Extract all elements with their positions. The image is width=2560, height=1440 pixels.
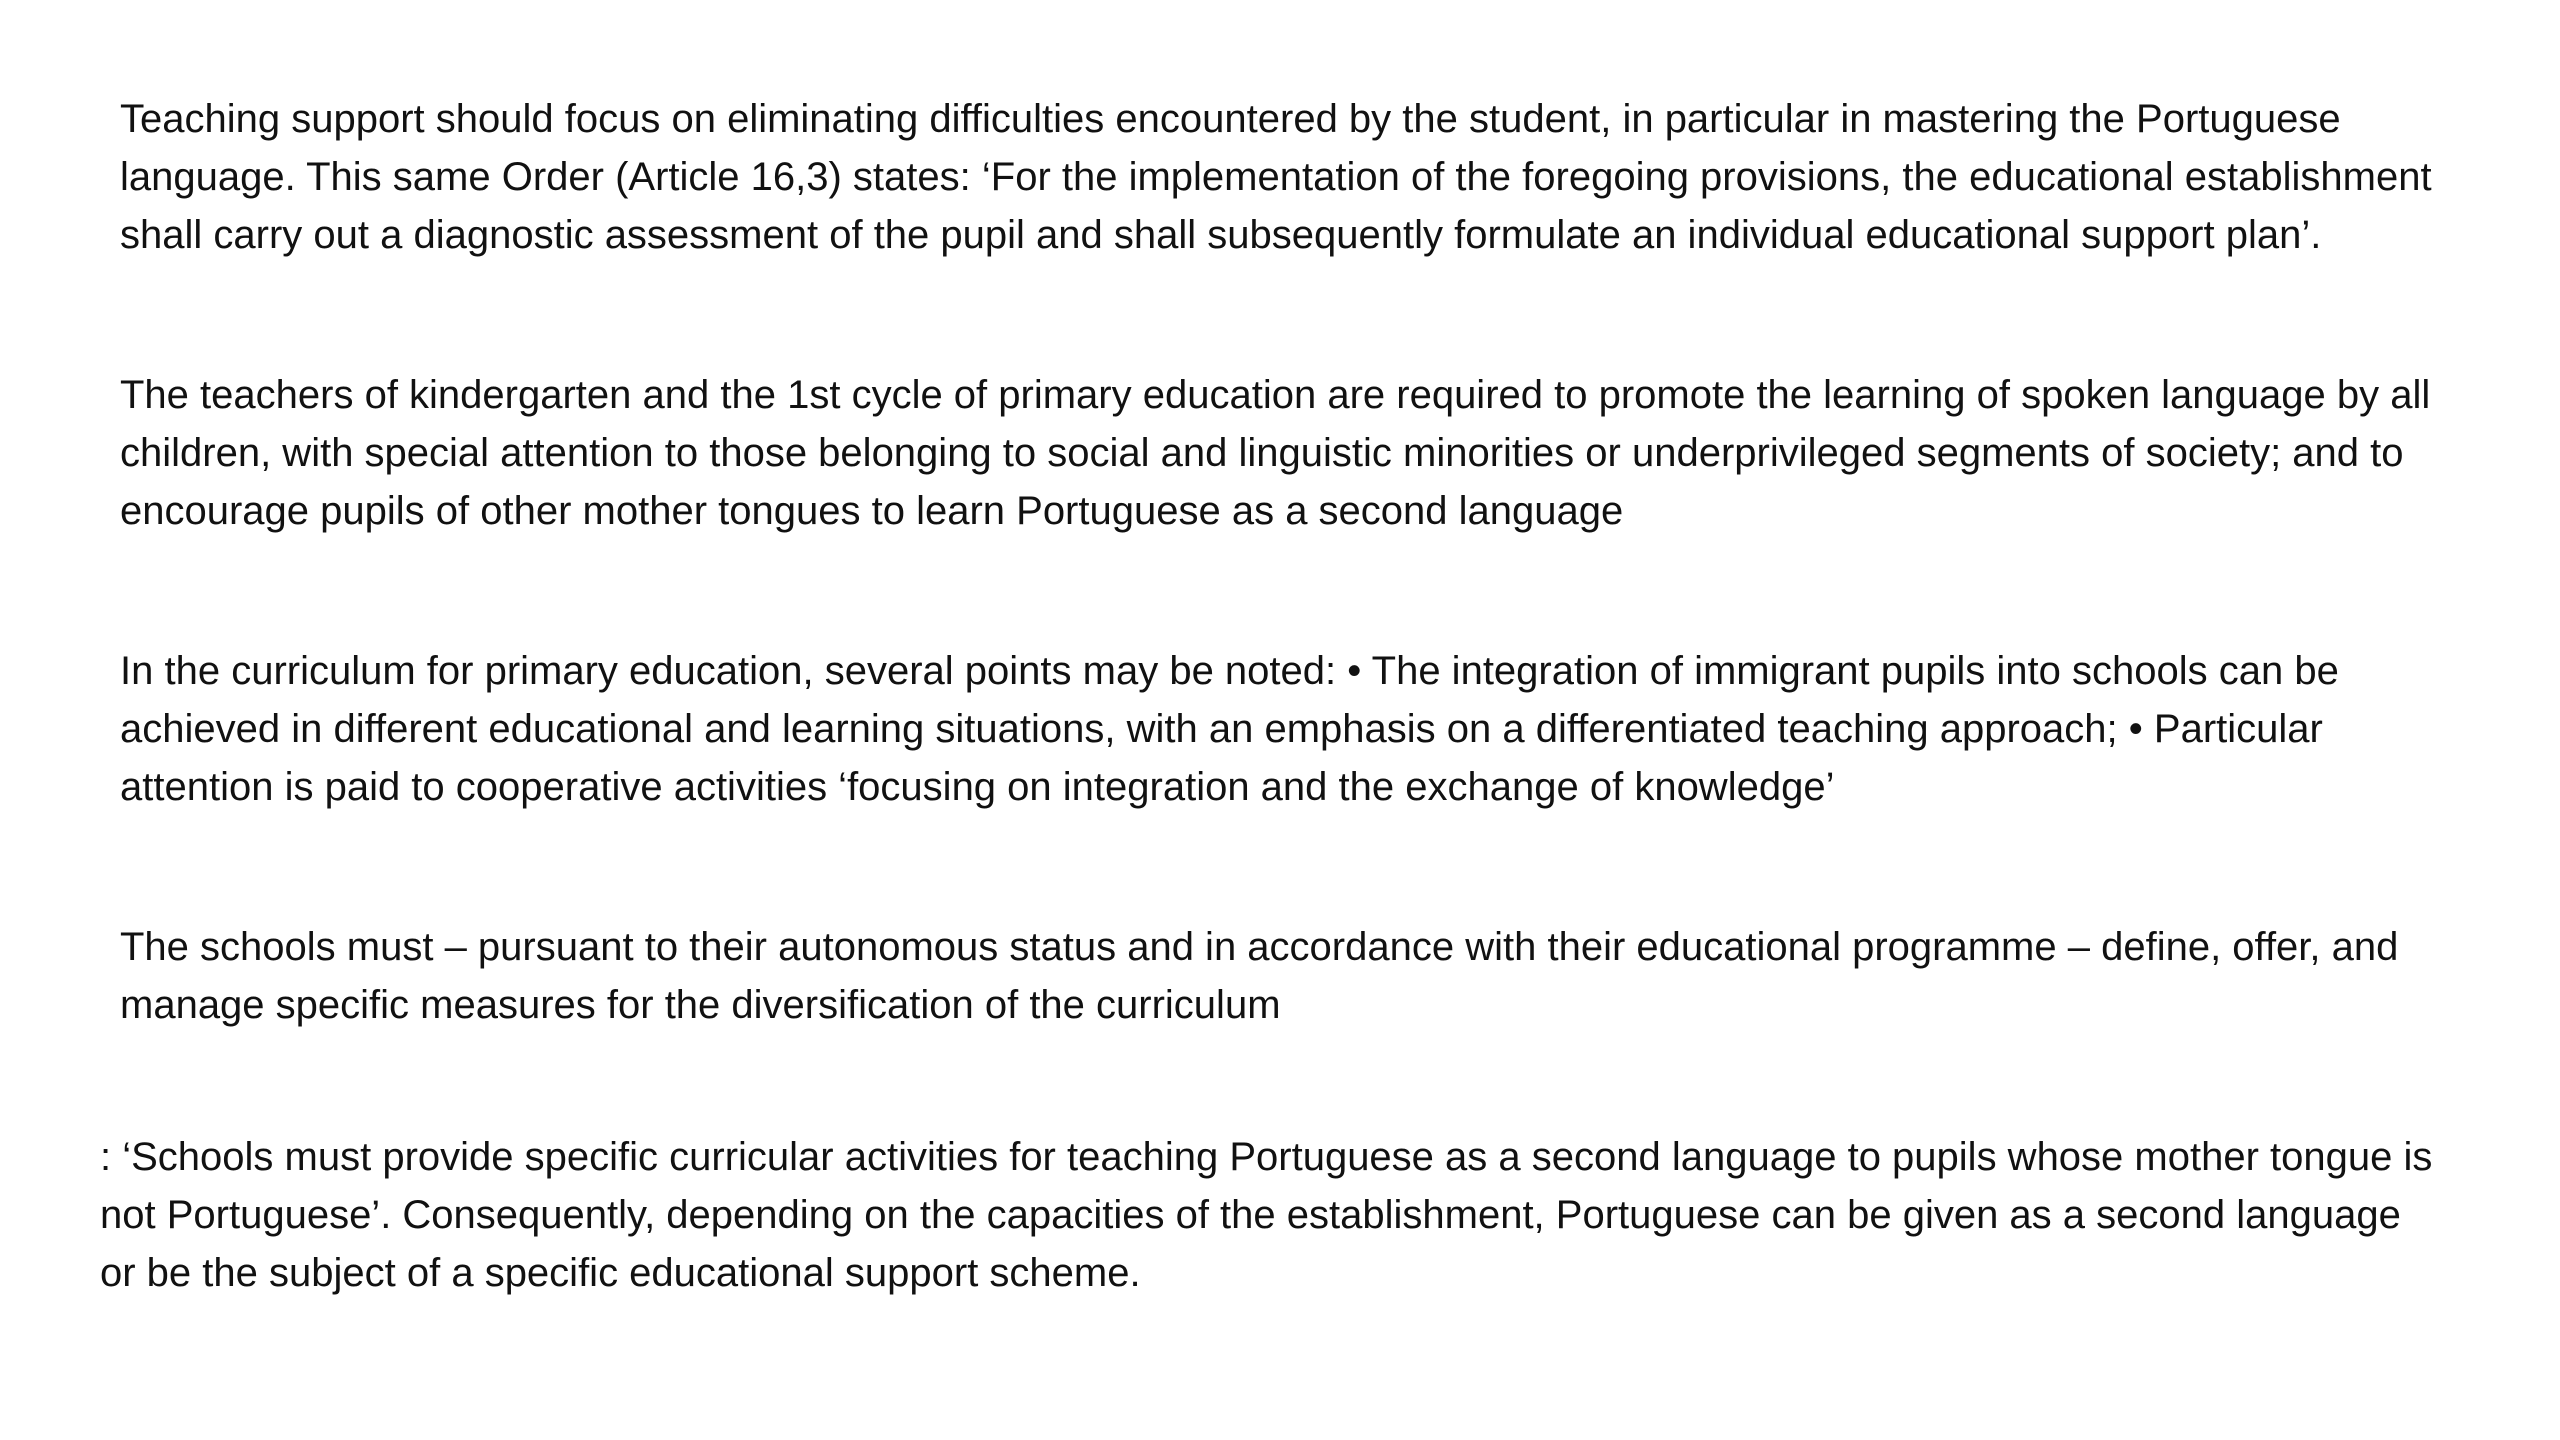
- paragraph-teaching-support: Teaching support should focus on eliminating difficulties encountered by the student, in particular in mastering the Portuguese language. This same Order (Article 16,3) states: ‘For the implementation of the foregoing provisions, the educational establishment shall carry out a diagnostic assessment of the pupil and shall subsequently formulate an individual educational support plan’.: [120, 97, 2432, 257]
- paragraph-schools-autonomy: The schools must – pursuant to their autonomous status and in accordance with their educational programme – define, offer, and manage specific measures for the diversification of the curriculum: [120, 925, 2399, 1027]
- paragraph-kindergarten-teachers: The teachers of kindergarten and the 1st cycle of primary education are required to promote the learning of spoken language by all children, with special attention to those belonging to social and linguistic minorities or underprivileged segments of society; and to encourage pupils of other mother tongues to learn Portuguese as a second language: [120, 373, 2431, 533]
- paragraph-second-language-provision: : ‘Schools must provide specific curricular activities for teaching Portuguese as a second language to pupils whose mother tongue is not Portuguese’. Consequently, depending on the capacities of the establishment, Portuguese can be given as a second language or be the subject of a specific educational support scheme.: [100, 1135, 2433, 1295]
- paragraph-primary-curriculum: In the curriculum for primary education, several points may be noted: • The integration of immigrant pupils into schools can be achieved in different educational and learning situations, with an emphasis on a differentiated teaching approach; • Particular attention is paid to cooperative activities ‘focusing on integration and the exchange of knowledge’: [120, 649, 2339, 809]
